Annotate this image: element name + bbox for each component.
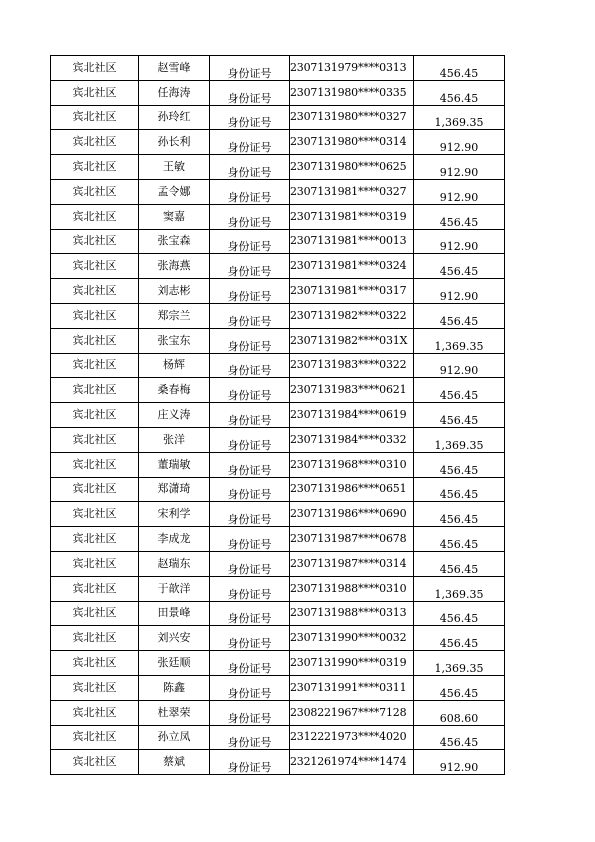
table-row [51,477,505,502]
id-type-cell: 身份证号 [210,626,290,651]
id-number-cell: 2308221967****7128 [290,700,414,725]
amount-cell: 912.90 [414,229,505,254]
id-number-cell: 2307131981****0319 [290,204,414,229]
name-cell: 张洋 [139,427,210,452]
name-cell: 杜翠荣 [139,700,210,725]
name-cell: 张宝东 [139,328,210,353]
amount-cell: 456.45 [414,80,505,105]
id-number-cell: 2307131979****0313 [290,56,414,81]
community-cell: 宾北社区 [51,626,139,651]
table-row [51,700,505,725]
table-row [51,130,505,155]
community-cell: 宾北社区 [51,700,139,725]
amount-cell: 456.45 [414,403,505,428]
community-cell: 宾北社区 [51,254,139,279]
name-cell: 庄义涛 [139,403,210,428]
community-cell: 宾北社区 [51,328,139,353]
table-row [51,204,505,229]
amount-cell: 912.90 [414,279,505,304]
id-number-cell: 2307131990****0032 [290,626,414,651]
id-number-cell: 2307131981****0013 [290,229,414,254]
name-cell: 刘志彬 [139,279,210,304]
name-cell: 郑潇琦 [139,477,210,502]
id-number-cell: 2307131983****0322 [290,353,414,378]
name-cell: 宋利学 [139,502,210,527]
id-number-cell: 2307131980****0327 [290,105,414,130]
amount-cell: 1,369.35 [414,105,505,130]
amount-cell: 456.45 [414,601,505,626]
id-type-cell: 身份证号 [210,303,290,328]
id-type-cell: 身份证号 [210,378,290,403]
community-cell: 宾北社区 [51,601,139,626]
id-type-cell: 身份证号 [210,651,290,676]
community-cell: 宾北社区 [51,651,139,676]
amount-cell: 1,369.35 [414,328,505,353]
name-cell: 孟令娜 [139,179,210,204]
table-row [51,626,505,651]
community-cell: 宾北社区 [51,675,139,700]
amount-cell: 456.45 [414,204,505,229]
amount-cell: 456.45 [414,527,505,552]
id-number-cell: 2307131982****031X [290,328,414,353]
id-number-cell: 2307131986****0690 [290,502,414,527]
table-row [51,651,505,676]
table-row [51,179,505,204]
subsidy-roster-table [50,55,505,775]
community-cell: 宾北社区 [51,378,139,403]
community-cell: 宾北社区 [51,105,139,130]
table-row [51,353,505,378]
table-row [51,56,505,81]
id-type-cell: 身份证号 [210,452,290,477]
roster-body [51,56,505,775]
id-type-cell: 身份证号 [210,279,290,304]
amount-cell: 456.45 [414,378,505,403]
name-cell: 赵瑞东 [139,551,210,576]
id-type-cell: 身份证号 [210,427,290,452]
name-cell: 任海涛 [139,80,210,105]
table-row [51,427,505,452]
name-cell: 孙长利 [139,130,210,155]
community-cell: 宾北社区 [51,80,139,105]
name-cell: 田景峰 [139,601,210,626]
name-cell: 董瑞敏 [139,452,210,477]
id-type-cell: 身份证号 [210,725,290,750]
id-type-cell: 身份证号 [210,353,290,378]
id-type-cell: 身份证号 [210,576,290,601]
id-type-cell: 身份证号 [210,130,290,155]
id-number-cell: 2307131981****0317 [290,279,414,304]
id-number-cell: 2321261974****1474 [290,750,414,775]
id-type-cell: 身份证号 [210,56,290,81]
id-type-cell: 身份证号 [210,551,290,576]
id-number-cell: 2307131982****0322 [290,303,414,328]
amount-cell: 912.90 [414,155,505,180]
community-cell: 宾北社区 [51,427,139,452]
amount-cell: 456.45 [414,254,505,279]
id-number-cell: 2307131984****0619 [290,403,414,428]
id-number-cell: 2307131988****0310 [290,576,414,601]
id-number-cell: 2307131968****0310 [290,452,414,477]
id-number-cell: 2307131980****0335 [290,80,414,105]
id-type-cell: 身份证号 [210,675,290,700]
name-cell: 蔡斌 [139,750,210,775]
id-number-cell: 2307131987****0678 [290,527,414,552]
table-row [51,403,505,428]
id-type-cell: 身份证号 [210,80,290,105]
amount-cell: 456.45 [414,725,505,750]
community-cell: 宾北社区 [51,303,139,328]
community-cell: 宾北社区 [51,576,139,601]
name-cell: 窦嘉 [139,204,210,229]
name-cell: 刘兴安 [139,626,210,651]
table-row [51,229,505,254]
table-row [51,527,505,552]
community-cell: 宾北社区 [51,403,139,428]
amount-cell: 456.45 [414,56,505,81]
table-row [51,576,505,601]
community-cell: 宾北社区 [51,130,139,155]
table-row [51,452,505,477]
name-cell: 陈鑫 [139,675,210,700]
id-type-cell: 身份证号 [210,750,290,775]
name-cell: 王敏 [139,155,210,180]
table-row [51,105,505,130]
name-cell: 赵雪峰 [139,56,210,81]
name-cell: 张海燕 [139,254,210,279]
community-cell: 宾北社区 [51,204,139,229]
id-type-cell: 身份证号 [210,477,290,502]
id-number-cell: 2307131983****0621 [290,378,414,403]
id-number-cell: 2307131991****0311 [290,675,414,700]
community-cell: 宾北社区 [51,229,139,254]
name-cell: 孙立凤 [139,725,210,750]
amount-cell: 1,369.35 [414,651,505,676]
name-cell: 张廷顺 [139,651,210,676]
table-row [51,551,505,576]
amount-cell: 456.45 [414,502,505,527]
table-row [51,601,505,626]
id-number-cell: 2307131980****0625 [290,155,414,180]
id-type-cell: 身份证号 [210,254,290,279]
amount-cell: 912.90 [414,130,505,155]
amount-cell: 1,369.35 [414,576,505,601]
table-row [51,80,505,105]
amount-cell: 1,369.35 [414,427,505,452]
amount-cell: 456.45 [414,675,505,700]
community-cell: 宾北社区 [51,551,139,576]
name-cell: 郑宗兰 [139,303,210,328]
id-number-cell: 2307131984****0332 [290,427,414,452]
table-row [51,502,505,527]
table-row [51,725,505,750]
name-cell: 李成龙 [139,527,210,552]
name-cell: 于歆洋 [139,576,210,601]
table-row [51,378,505,403]
community-cell: 宾北社区 [51,56,139,81]
name-cell: 桑春梅 [139,378,210,403]
community-cell: 宾北社区 [51,452,139,477]
id-number-cell: 2307131988****0313 [290,601,414,626]
table-row [51,303,505,328]
id-number-cell: 2307131981****0324 [290,254,414,279]
id-type-cell: 身份证号 [210,155,290,180]
id-type-cell: 身份证号 [210,204,290,229]
community-cell: 宾北社区 [51,279,139,304]
table-row [51,675,505,700]
id-type-cell: 身份证号 [210,527,290,552]
amount-cell: 912.90 [414,353,505,378]
id-type-cell: 身份证号 [210,179,290,204]
id-type-cell: 身份证号 [210,502,290,527]
community-cell: 宾北社区 [51,155,139,180]
id-number-cell: 2312221973****4020 [290,725,414,750]
id-type-cell: 身份证号 [210,328,290,353]
id-type-cell: 身份证号 [210,601,290,626]
id-number-cell: 2307131981****0327 [290,179,414,204]
id-number-cell: 2307131987****0314 [290,551,414,576]
table-row [51,279,505,304]
amount-cell: 456.45 [414,477,505,502]
community-cell: 宾北社区 [51,527,139,552]
community-cell: 宾北社区 [51,750,139,775]
id-number-cell: 2307131990****0319 [290,651,414,676]
amount-cell: 456.45 [414,452,505,477]
table-row [51,750,505,775]
id-number-cell: 2307131986****0651 [290,477,414,502]
id-type-cell: 身份证号 [210,403,290,428]
name-cell: 张宝森 [139,229,210,254]
amount-cell: 608.60 [414,700,505,725]
id-type-cell: 身份证号 [210,105,290,130]
community-cell: 宾北社区 [51,502,139,527]
name-cell: 杨辉 [139,353,210,378]
community-cell: 宾北社区 [51,179,139,204]
community-cell: 宾北社区 [51,353,139,378]
id-type-cell: 身份证号 [210,700,290,725]
name-cell: 孙玲红 [139,105,210,130]
id-number-cell: 2307131980****0314 [290,130,414,155]
amount-cell: 456.45 [414,626,505,651]
amount-cell: 456.45 [414,551,505,576]
amount-cell: 912.90 [414,750,505,775]
amount-cell: 456.45 [414,303,505,328]
community-cell: 宾北社区 [51,477,139,502]
id-type-cell: 身份证号 [210,229,290,254]
table-row [51,254,505,279]
community-cell: 宾北社区 [51,725,139,750]
table-row [51,328,505,353]
table-row [51,155,505,180]
amount-cell: 912.90 [414,179,505,204]
